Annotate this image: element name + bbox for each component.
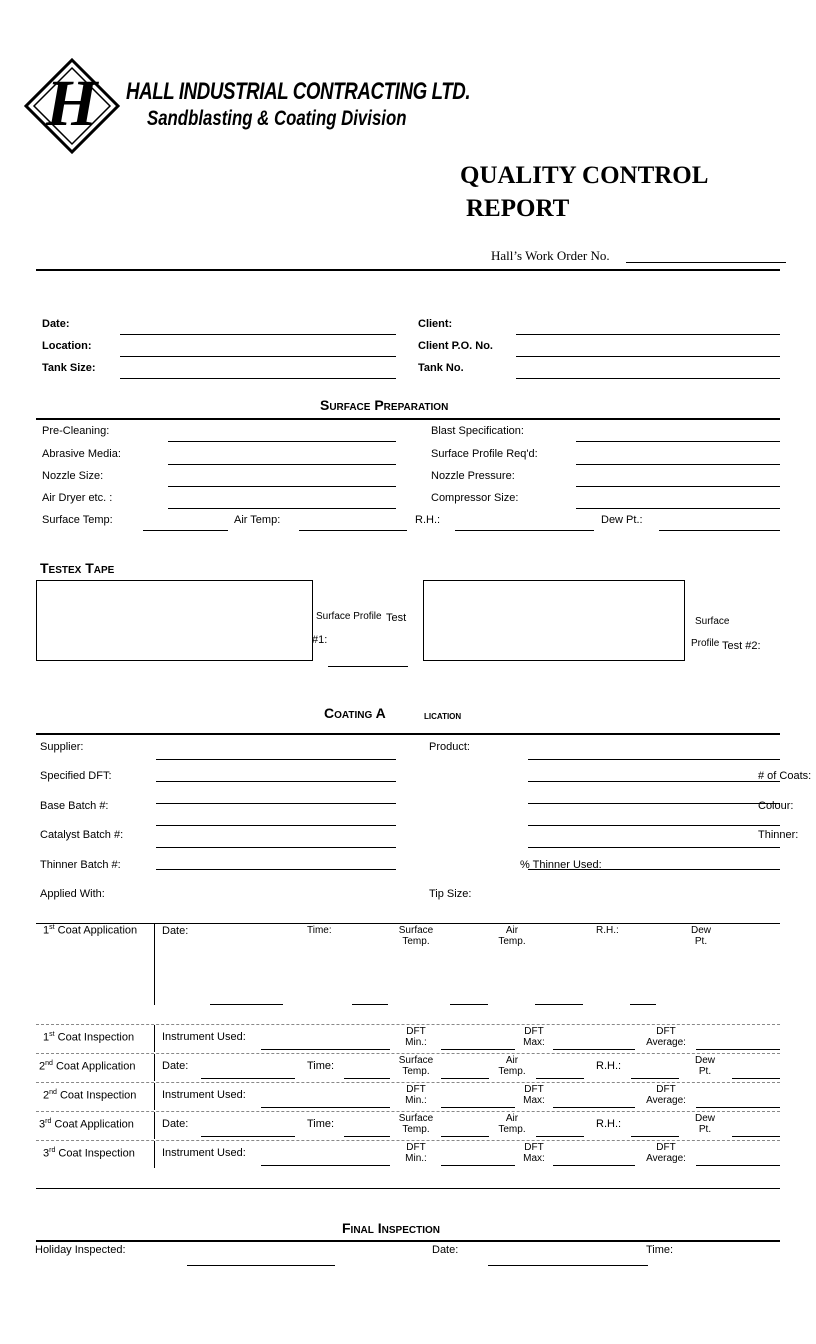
instrument-field[interactable] bbox=[261, 1165, 390, 1166]
coat-row-sep-1 bbox=[36, 1024, 780, 1025]
surface-temp-field[interactable] bbox=[143, 530, 228, 531]
air-temp-field[interactable] bbox=[536, 1136, 584, 1137]
dft-average-label: DFT Average: bbox=[646, 1026, 686, 1048]
tank-size-label: Tank Size: bbox=[42, 362, 96, 374]
report-title-line2: REPORT bbox=[466, 195, 570, 222]
nozzle-size-field[interactable] bbox=[168, 486, 396, 487]
final-divider bbox=[36, 1240, 780, 1242]
testex-tape-box-2[interactable] bbox=[423, 580, 685, 661]
dft-average-label: DFT Average: bbox=[646, 1084, 686, 1106]
colour-label: Colour: bbox=[758, 800, 794, 812]
dft-average-field[interactable] bbox=[696, 1165, 780, 1166]
first-app-air-temp-field[interactable] bbox=[535, 1004, 583, 1005]
tank-size-field[interactable] bbox=[120, 378, 396, 379]
coat-table-divider-1 bbox=[154, 923, 155, 1005]
nozzle-pressure-label: Nozzle Pressure: bbox=[431, 470, 515, 482]
nozzle-pressure-field[interactable] bbox=[576, 486, 780, 487]
row-divider bbox=[154, 1141, 155, 1168]
time-label: Time: bbox=[307, 1118, 335, 1130]
second-insp-label: 2nd Coat Inspection bbox=[43, 1089, 137, 1102]
row-divider bbox=[154, 1083, 155, 1110]
coating-divider bbox=[36, 733, 780, 735]
rh-field[interactable] bbox=[455, 530, 594, 531]
dew-label: Dew Pt. bbox=[694, 1113, 715, 1135]
company-division: Sandblasting & Coating Division bbox=[147, 107, 407, 130]
header-divider bbox=[36, 269, 780, 271]
dft-min-field[interactable] bbox=[441, 1107, 515, 1108]
dft-max-label: DFT Max: bbox=[523, 1142, 545, 1164]
first-app-time-field[interactable] bbox=[352, 1004, 388, 1005]
base-batch-field-2[interactable] bbox=[156, 825, 396, 826]
thinner-field-2[interactable] bbox=[528, 847, 780, 848]
pre-cleaning-field[interactable] bbox=[168, 441, 396, 442]
air-temp-label: Air Temp. bbox=[498, 1113, 526, 1135]
date-field[interactable] bbox=[201, 1136, 295, 1137]
dft-min-label: DFT Min.: bbox=[405, 1026, 427, 1048]
test2-label-c: Test #2: bbox=[722, 640, 761, 652]
test2-label-b: Profile bbox=[691, 638, 720, 649]
nozzle-size-label: Nozzle Size: bbox=[42, 470, 104, 482]
company-name: HALL INDUSTRIAL CONTRACTING LTD. bbox=[126, 78, 471, 105]
base-batch-label: Base Batch #: bbox=[40, 800, 109, 812]
time-label: Time: bbox=[307, 1060, 335, 1072]
client-field[interactable] bbox=[516, 334, 780, 335]
supplier-field[interactable] bbox=[156, 759, 396, 760]
air-dryer-label: Air Dryer etc. : bbox=[42, 492, 113, 504]
surface-temp-label: Surface Temp: bbox=[42, 514, 113, 526]
rh-label: R.H.: bbox=[596, 1118, 622, 1130]
coat-row-sep bbox=[36, 1111, 780, 1112]
first-coat-app-label: 1st Coat Application bbox=[43, 924, 138, 937]
dft-max-label: DFT Max: bbox=[523, 1084, 545, 1106]
air-temp-label: Air Temp: bbox=[234, 514, 281, 526]
time-field[interactable] bbox=[344, 1078, 390, 1079]
num-coats-field[interactable] bbox=[528, 781, 780, 782]
dew-field[interactable] bbox=[732, 1078, 780, 1079]
test1-label-c: #1: bbox=[312, 634, 328, 646]
rh-field[interactable] bbox=[631, 1136, 679, 1137]
work-order-label: Hall’s Work Order No. bbox=[491, 248, 610, 263]
coating-heading-a: Coating A bbox=[324, 705, 386, 721]
holiday-label: Holiday Inspected: bbox=[35, 1244, 126, 1256]
instrument-label: Instrument Used: bbox=[162, 1031, 246, 1043]
row-divider bbox=[154, 1025, 155, 1052]
surface-temp-label: Surface Temp. bbox=[398, 1055, 434, 1077]
dft-min-field[interactable] bbox=[441, 1165, 515, 1166]
compressor-size-label: Compressor Size: bbox=[431, 492, 519, 504]
abrasive-media-label: Abrasive Media: bbox=[42, 448, 121, 460]
third-insp-label: 3rd Coat Inspection bbox=[43, 1147, 135, 1160]
dew-label: Dew Pt. bbox=[694, 1055, 715, 1077]
instrument-label: Instrument Used: bbox=[162, 1089, 246, 1101]
final-date-field[interactable] bbox=[488, 1265, 648, 1266]
date-label: Date: bbox=[42, 318, 70, 330]
logo-letter: H bbox=[46, 67, 96, 140]
surface-prep-heading: Surface Preparation bbox=[320, 397, 449, 413]
thinner-field[interactable] bbox=[528, 825, 780, 826]
testex-tape-box-1[interactable] bbox=[36, 580, 313, 661]
test1-field[interactable] bbox=[328, 666, 408, 667]
dft-max-field[interactable] bbox=[553, 1165, 635, 1166]
instrument-field[interactable] bbox=[261, 1107, 390, 1108]
coat-row-sep bbox=[36, 1140, 780, 1141]
final-heading: Final Inspection bbox=[342, 1220, 441, 1236]
first-app-date-field[interactable] bbox=[210, 1004, 283, 1005]
compressor-size-field[interactable] bbox=[576, 508, 780, 509]
first-app-air-temp-label: Air Temp. bbox=[498, 925, 526, 947]
row-divider bbox=[154, 1112, 155, 1139]
dew-pt-label: Dew Pt.: bbox=[601, 514, 643, 526]
dft-average-field[interactable] bbox=[696, 1107, 780, 1108]
tip-size-label: Tip Size: bbox=[429, 888, 472, 900]
pct-thinner-label: % Thinner Used: bbox=[520, 859, 602, 871]
product-label: Product: bbox=[429, 741, 470, 753]
tank-no-label: Tank No. bbox=[418, 362, 464, 374]
catalyst-batch-label: Catalyst Batch #: bbox=[40, 829, 124, 841]
dft-min-field[interactable] bbox=[441, 1049, 515, 1050]
pct-thinner-field[interactable] bbox=[528, 869, 780, 870]
client-label: Client: bbox=[418, 318, 453, 330]
thinner-batch-label: Thinner Batch #: bbox=[40, 859, 121, 871]
coat-table-top bbox=[36, 923, 780, 924]
date-label: Date: bbox=[162, 1060, 189, 1072]
dft-min-label: DFT Min.: bbox=[405, 1142, 427, 1164]
applied-with-label: Applied With: bbox=[40, 888, 105, 900]
surface-prep-divider bbox=[36, 418, 780, 420]
test1-label-b: Test bbox=[386, 612, 407, 624]
rh-field[interactable] bbox=[631, 1078, 679, 1079]
dew-field[interactable] bbox=[732, 1136, 780, 1137]
final-time-label: Time: bbox=[646, 1244, 674, 1256]
dft-max-label: DFT Max: bbox=[523, 1026, 545, 1048]
dew-pt-field[interactable] bbox=[659, 530, 780, 531]
date-field[interactable] bbox=[120, 334, 396, 335]
dft-min-label: DFT Min.: bbox=[405, 1084, 427, 1106]
abrasive-media-field[interactable] bbox=[168, 464, 396, 465]
client-po-label: Client P.O. No. bbox=[418, 340, 493, 352]
time-field[interactable] bbox=[344, 1136, 390, 1137]
thinner-batch-field[interactable] bbox=[156, 869, 396, 870]
base-batch-field[interactable] bbox=[156, 803, 396, 804]
first-app-surface-temp-label: Surface Temp. bbox=[398, 925, 434, 947]
colour-field[interactable] bbox=[528, 803, 780, 804]
coat-row-sep bbox=[36, 1082, 780, 1083]
profile-reqd-label: Surface Profile Req'd: bbox=[431, 448, 538, 460]
supplier-label: Supplier: bbox=[40, 741, 84, 753]
air-temp-label: Air Temp. bbox=[498, 1055, 526, 1077]
coat-table-bottom bbox=[36, 1188, 780, 1189]
surface-temp-field[interactable] bbox=[441, 1136, 489, 1137]
catalyst-batch-field[interactable] bbox=[156, 847, 396, 848]
test1-label-a: Surface Profile bbox=[316, 611, 382, 622]
report-title-line1: QUALITY CONTROL bbox=[460, 162, 709, 189]
specified-dft-field[interactable] bbox=[156, 781, 396, 782]
location-label: Location: bbox=[42, 340, 92, 352]
first-app-dew-label: Dew Pt. bbox=[690, 925, 711, 947]
instrument-field[interactable] bbox=[261, 1049, 390, 1050]
date-label: Date: bbox=[162, 1118, 189, 1130]
dft-max-field[interactable] bbox=[553, 1107, 635, 1108]
row-divider bbox=[154, 1054, 155, 1081]
num-coats-label: # of Coats: bbox=[758, 770, 812, 782]
product-field[interactable] bbox=[528, 759, 780, 760]
pre-cleaning-label: Pre-Cleaning: bbox=[42, 425, 110, 437]
rh-label: R.H.: bbox=[596, 1060, 622, 1072]
location-field[interactable] bbox=[120, 356, 396, 357]
first-app-time-label: Time: bbox=[307, 925, 332, 936]
coat-row-sep bbox=[36, 1053, 780, 1054]
second-app-label: 2nd Coat Application bbox=[39, 1060, 136, 1073]
rh-label: R.H.: bbox=[415, 514, 441, 526]
work-order-field[interactable] bbox=[626, 262, 786, 263]
air-temp-field[interactable] bbox=[299, 530, 407, 531]
coating-heading-b: lication bbox=[424, 708, 462, 722]
first-insp-label: 1st Coat Inspection bbox=[43, 1031, 135, 1044]
dft-max-field[interactable] bbox=[553, 1049, 635, 1050]
client-po-field[interactable] bbox=[516, 356, 780, 357]
profile-reqd-field[interactable] bbox=[576, 464, 780, 465]
date-field[interactable] bbox=[201, 1078, 295, 1079]
blast-spec-label: Blast Specification: bbox=[431, 425, 524, 437]
tank-no-field[interactable] bbox=[516, 378, 780, 379]
dft-average-label: DFT Average: bbox=[646, 1142, 686, 1164]
air-temp-field[interactable] bbox=[536, 1078, 584, 1079]
final-date-label: Date: bbox=[432, 1244, 459, 1256]
holiday-field[interactable] bbox=[187, 1265, 335, 1266]
surface-temp-label: Surface Temp. bbox=[398, 1113, 434, 1135]
specified-dft-label: Specified DFT: bbox=[40, 770, 112, 782]
blast-spec-field[interactable] bbox=[576, 441, 780, 442]
first-app-surface-temp-field[interactable] bbox=[450, 1004, 488, 1005]
thinner-label: Thinner: bbox=[758, 829, 799, 841]
test2-label-a: Surface bbox=[695, 616, 730, 627]
third-app-label: 3rd Coat Application bbox=[39, 1118, 134, 1131]
first-app-rh-label: R.H.: bbox=[596, 925, 619, 936]
instrument-label: Instrument Used: bbox=[162, 1147, 246, 1159]
first-app-date-label: Date: bbox=[162, 925, 189, 937]
testex-heading: Testex Tape bbox=[40, 560, 115, 576]
dft-average-field[interactable] bbox=[696, 1049, 780, 1050]
first-app-rh-field[interactable] bbox=[630, 1004, 656, 1005]
air-dryer-field[interactable] bbox=[168, 508, 396, 509]
surface-temp-field[interactable] bbox=[441, 1078, 489, 1079]
